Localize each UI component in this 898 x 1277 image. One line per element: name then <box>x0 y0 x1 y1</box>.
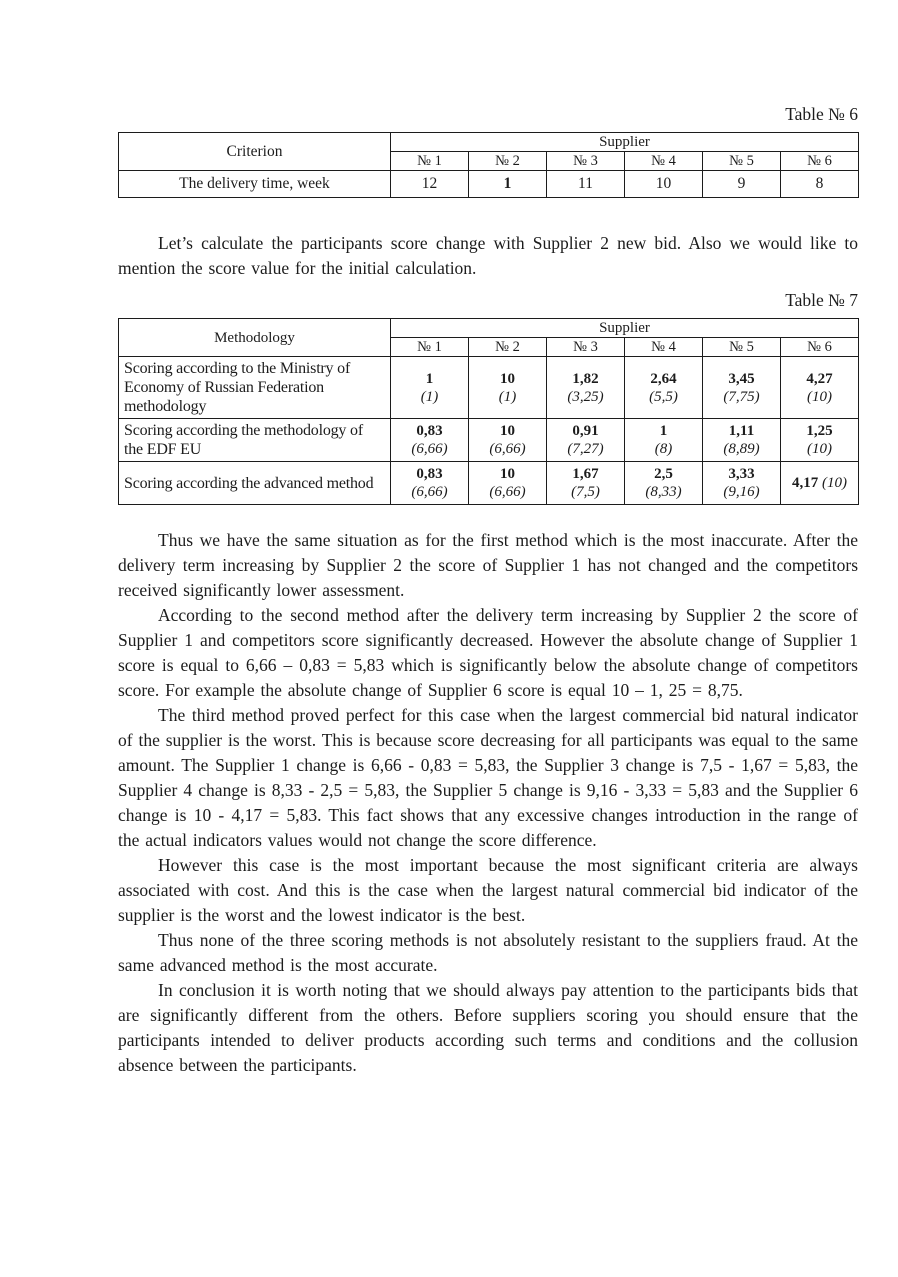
score-cell <box>781 419 859 462</box>
initial-score: (7,27) <box>567 441 604 457</box>
score-value: 3,45 <box>728 370 755 387</box>
body-paragraph-3: The third method proved perfect for this case when the largest commercial bid natural indicator of the supplier is the worst. This is because score decreasing for all participants was equal to the same amount. The Supplier 1 change is 6,66 - 0,83 = 5,83, the Supplier 3 change is 7,5 - 1,67 = 5,83, the Supplier 4 change is 8,33 - 2,5 = 5,83, the Supplier 5 change is 9,16 - 3,33 = 5,83 and the Supplier 6 change is 10 - 4,17 = 5,83. This fact shows that any excessive changes introduction in the range of the actual indicators values would not change the score difference. <box>118 705 858 850</box>
table6-col-header-4: № 4 <box>625 152 703 171</box>
table7-col-header-2: № 2 <box>469 338 547 357</box>
score-value: 10 <box>500 466 515 482</box>
score-value: 4,17 <box>792 475 819 491</box>
initial-score: (6,66) <box>489 484 526 500</box>
table6-value-2: 1 <box>469 171 547 198</box>
initial-score: (8) <box>654 441 673 457</box>
table7-header-row <box>119 319 859 338</box>
initial-score: (6,66) <box>411 484 448 500</box>
score-cell <box>703 419 781 462</box>
score-cell <box>625 462 703 505</box>
score-cell <box>469 462 547 505</box>
initial-score: (6,66) <box>411 441 448 457</box>
table6-supplier-group-header: Supplier <box>391 133 859 152</box>
table7-col-header-4: № 4 <box>625 338 703 357</box>
table7-col-header-3: № 3 <box>547 338 625 357</box>
score-cell <box>625 357 703 419</box>
score-cell <box>391 357 469 419</box>
initial-score: (6,66) <box>489 441 526 457</box>
score-cell <box>781 462 859 505</box>
initial-score: (1) <box>498 388 517 405</box>
table7-col-header-6: № 6 <box>781 338 859 357</box>
initial-score: (10) <box>807 388 832 405</box>
table6-col-header-6: № 6 <box>781 152 859 171</box>
score-value: 1,82 <box>572 370 599 387</box>
score-value: 3,33 <box>728 466 755 482</box>
score-value: 1,11 <box>728 423 755 439</box>
table7-row-label-advanced: Scoring according the advanced method <box>119 462 391 505</box>
score-value: 10 <box>500 370 515 387</box>
score-cell <box>703 462 781 505</box>
score-cell <box>391 419 469 462</box>
score-cell <box>781 357 859 419</box>
score-cell <box>547 462 625 505</box>
initial-score: (7,5) <box>571 484 600 500</box>
score-cell <box>547 419 625 462</box>
table6-data-row <box>119 171 859 198</box>
table6-col-header-3: № 3 <box>547 152 625 171</box>
score-value: 1 <box>659 423 668 439</box>
score-value: 0,83 <box>416 423 443 439</box>
table6-value-5: 9 <box>703 171 781 198</box>
table6-col-header-2: № 2 <box>469 152 547 171</box>
initial-score: (7,75) <box>723 388 760 405</box>
table6-value-3: 11 <box>547 171 625 198</box>
table6-col-header-5: № 5 <box>703 152 781 171</box>
intro-paragraph: Let’s calculate the participants score change with Supplier 2 new bid. Also we would like to mention the score value for the initial calculation. <box>118 233 858 278</box>
score-value: 1,25 <box>806 423 833 439</box>
table7-row-label-ministry: Scoring according to the Ministry of Economy of Russian Federation methodology <box>119 357 391 419</box>
initial-score: (8,33) <box>645 484 682 500</box>
table7-row-label-edf: Scoring according the methodology of the EDF EU <box>119 419 391 462</box>
score-cell <box>469 357 547 419</box>
body-paragraph-1: Thus we have the same situation as for the first method which is the most inaccurate. After the delivery term increasing by Supplier 2 the score of Supplier 1 has not changed and the competitors received significantly lower assessment. <box>118 530 858 600</box>
table7-row-advanced <box>119 462 859 505</box>
table6-criterion-header: Criterion <box>119 133 391 171</box>
table7-caption: Table № 7 <box>785 290 858 310</box>
score-value: 0,83 <box>416 466 443 482</box>
score-value: 2,5 <box>654 466 673 482</box>
body-paragraph-5: Thus none of the three scoring methods is not absolutely resistant to the suppliers fraud. At the same advanced method is the most accurate. <box>118 930 858 975</box>
initial-score: (8,89) <box>723 441 760 457</box>
body-paragraph-2: According to the second method after the delivery term increasing by Supplier 2 the score of Supplier 1 and competitors score significantly decreased. However the absolute change of Supplier 1 score is equal to 6,66 – 0,83 = 5,83 which is significantly below the absolute change of competitors score. For example the absolute change of Supplier 6 score is equal 10 – 1, 25 = 8,75. <box>118 605 858 700</box>
table6-header-row <box>119 133 859 152</box>
table7-row-edf <box>119 419 859 462</box>
score-cell <box>391 462 469 505</box>
table7 <box>118 318 859 505</box>
initial-score: (3,25) <box>567 388 604 405</box>
body-paragraph-6: In conclusion it is worth noting that we should always pay attention to the participants bids that are significantly different from the others. Before suppliers scoring you should ensure that the participants intended to deliver products according such terms and conditions and the collusion absence between the participants. <box>118 980 858 1075</box>
initial-score: (1) <box>420 388 439 405</box>
table6-row-label: The delivery time, week <box>119 171 391 198</box>
score-value: 4,27 <box>806 370 833 387</box>
score-value: 10 <box>500 423 515 439</box>
score-value: 1 <box>425 370 434 387</box>
table7-methodology-header: Methodology <box>119 319 391 357</box>
table6-value-4: 10 <box>625 171 703 198</box>
initial-score: (9,16) <box>723 484 760 500</box>
table7-col-header-1: № 1 <box>391 338 469 357</box>
table6-value-1: 12 <box>391 171 469 198</box>
score-cell <box>625 419 703 462</box>
table7-row-ministry <box>119 357 859 419</box>
table6-value-6: 8 <box>781 171 859 198</box>
table6 <box>118 132 859 198</box>
score-cell <box>469 419 547 462</box>
table6-caption: Table № 6 <box>785 104 858 124</box>
score-cell <box>547 357 625 419</box>
table7-supplier-group-header: Supplier <box>391 319 859 338</box>
body-paragraph-4: However this case is the most important because the most significant criteria are always associated with cost. And this is the case when the largest natural commercial bid indicator of the supplier is the worst and the lowest indicator is the best. <box>118 855 858 925</box>
score-value: 0,91 <box>572 423 599 439</box>
table7-col-header-5: № 5 <box>703 338 781 357</box>
initial-score: (5,5) <box>649 388 678 405</box>
initial-score: (10) <box>807 441 832 457</box>
score-value: 2,64 <box>650 370 677 387</box>
body-text <box>118 528 858 1078</box>
score-cell <box>703 357 781 419</box>
initial-score: (10) <box>822 475 847 491</box>
table6-col-header-1: № 1 <box>391 152 469 171</box>
score-value: 1,67 <box>572 466 599 482</box>
